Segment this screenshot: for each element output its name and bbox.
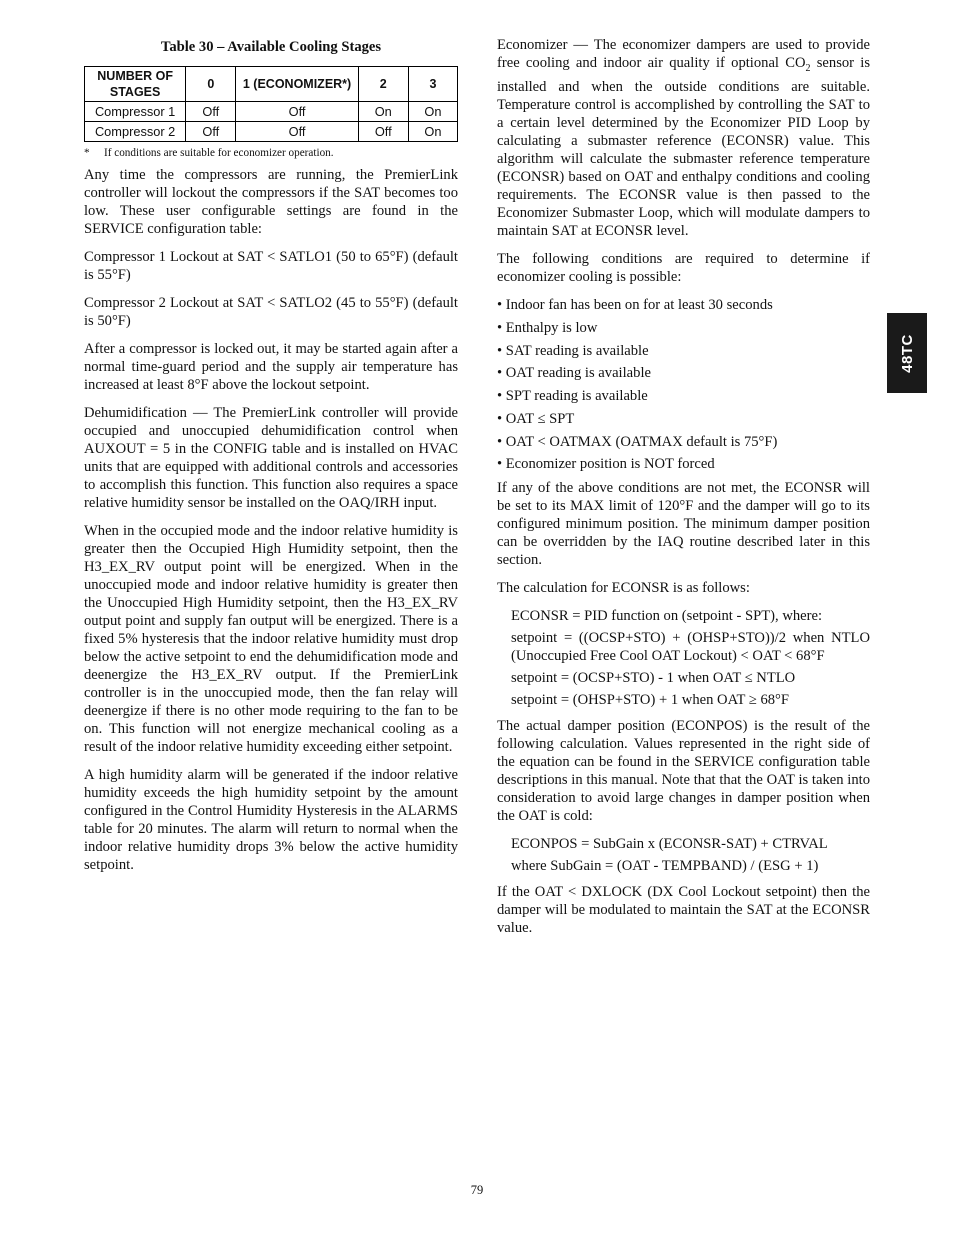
table-header-cell: 3 [408, 67, 457, 102]
formula-line: setpoint = (OCSP+STO) - 1 when OAT ≤ NTLO [511, 670, 796, 687]
paragraph: After a compressor is locked out, it may be started again after a normal time-guard period and the supply air temperature has increased at least 8°F above the lockout setpoint. [84, 341, 458, 393]
table-cell: Compressor 1 [85, 102, 186, 122]
formula-line: ECONPOS = SubGain x (ECONSR-SAT) + CTRVAL [511, 836, 828, 853]
table-footnote [84, 146, 458, 160]
paragraph: The following conditions are required to determine if economizer cooling is possible: [497, 250, 870, 285]
table-title: Table 30 – Available Cooling Stages [160, 39, 382, 55]
paragraph: Compressor 2 Lockout at SAT < SATLO2 (45 to 55°F) (default is 50°F) [84, 295, 458, 329]
page-number: 79 [470, 1183, 484, 1197]
footnote-text: If conditions are suitable for economizer operation. [104, 147, 334, 159]
paragraph: If the OAT < DXLOCK (DX Cool Lockout setpoint) then the damper will be modulated to maintain the SAT at the ECONSR value. [497, 884, 870, 937]
paragraph: A high humidity alarm will be generated if the indoor relative humidity exceeds the high humidity setpoint by the amount configured in the Control Humidity Hysteresis in the ALARMS table for 20 minutes. The alarm will return to normal when the indoor relative humidity drops 3% below the active humidity setpoint. [84, 767, 458, 873]
side-tab-label: 48TC [898, 333, 916, 373]
right-column [497, 36, 870, 947]
table-header-cell: 2 [358, 67, 408, 102]
list-item: • Economizer position is NOT forced [497, 456, 715, 473]
table-header-cell: 0 [186, 67, 236, 102]
subscript: 2 [805, 62, 811, 74]
table-cell: Off [236, 102, 358, 122]
formula-line: ECONSR = PID function on (setpoint - SPT), where: [511, 608, 823, 625]
paragraph: If any of the above conditions are not met, the ECONSR will be set to its MAX limit of 120°F and the damper will go to its configured minimum position. The minimum damper position can be overridden by the IAQ routine described later in this section. [497, 480, 870, 569]
table-cell: Compressor 2 [85, 122, 186, 142]
list-item: • Indoor fan has been on for at least 30 seconds [497, 296, 773, 313]
footnote-mark: * [84, 147, 90, 159]
list-item: • Enthalpy is low [497, 319, 598, 336]
table-cell: On [358, 102, 408, 122]
paragraph: The actual damper position (ECONPOS) is the result of the following calculation. Values represented in the right side of the equation can be found in the SERVICE configuration table descriptions in this manual. Note that that the OAT is taken into consideration to avoid large changes in damper position when the OAT is cold: [497, 718, 870, 825]
table-cell: Off [358, 122, 408, 142]
list-item: • SAT reading is available [497, 342, 649, 359]
section-side-tab [887, 313, 927, 393]
table-cell: On [408, 102, 457, 122]
paragraph: Dehumidification — The PremierLink controller will provide occupied and unoccupied dehumidification control when AUXOUT = 5 in the CONFIG table and is installed on HVAC units that are equipped with additional controls and accessories to accomplish this function. This function also requires a space relative humidity sensor be installed on the OAQ/IRH input. [84, 405, 458, 511]
text-span: Economizer — The economizer dampers are used to provide free cooling and indoor air quality if optional CO [497, 37, 870, 71]
econsr-formulas [511, 607, 870, 709]
table-cell: Off [186, 102, 236, 122]
conditions-list [497, 296, 870, 474]
cooling-stages-table [84, 66, 458, 142]
text-span: sensor is installed and when the outside conditions are suitable. Temperature control is accomplished by controlling the SAT to a certain level determined by the Economizer PID Loop by calculating a submaster reference (ECONSR) value. This algorithm will calculate the submaster reference temperature (ECONSR) based on OAT and enthalpy conditions and cooling requirements. The ECONSR value is then passed to the Economizer Submaster Loop, which will modulate dampers to maintain SAT at ECONSR level. [497, 55, 871, 239]
list-item: • SPT reading is available [497, 388, 648, 405]
list-item: • OAT < OATMAX (OATMAX default is 75°F) [497, 433, 778, 450]
list-item: • OAT ≤ SPT [497, 410, 575, 427]
table-row [85, 122, 458, 142]
paragraph: When in the occupied mode and the indoor relative humidity is greater then the Occupied High Humidity setpoint, then the H3_EX_RV output point will be energized. When in the unoccupied mode and indoor relative humidity is greater then the Unoccupied High Humidity setpoint, then the H3_EX_RV output point and supply fan output will be energized. There is a fixed 5% hysteresis that the indoor relative humidity must drop below the active setpoint to end the dehumidification mode and deenergize the H3_EX_RV output. If the PremierLink controller is in the unoccupied mode, then the fan relay will deenergize if there is no other mode requiring to the fan to be on. This function will not energize mechanical cooling as a result of the indoor relative humidity exceeding either setpoint. [84, 523, 458, 755]
table-header-cell: 1 (ECONOMIZER*) [236, 67, 358, 102]
table-cell: Off [236, 122, 358, 142]
formula-line: where SubGain = (OAT - TEMPBAND) / (ESG + 1) [511, 858, 819, 875]
paragraph: Any time the compressors are running, the PremierLink controller will lockout the compressors if the SAT becomes too low. These user configurable settings are found in the SERVICE configuration table: [84, 167, 458, 237]
left-column [84, 36, 458, 884]
table-row [85, 102, 458, 122]
table-header-cell: NUMBER OF STAGES [85, 67, 186, 102]
paragraph: The calculation for ECONSR is as follows: [497, 580, 750, 597]
econpos-formulas [511, 835, 870, 875]
paragraph-economizer [497, 36, 870, 240]
list-item: • OAT reading is available [497, 365, 651, 382]
table-header-row [85, 67, 458, 102]
table-cell: Off [186, 122, 236, 142]
formula-line: setpoint = ((OCSP+STO) + (OHSP+STO))/2 when NTLO (Unoccupied Free Cool OAT Lockout) < OAT < 68°F [511, 630, 870, 665]
table-cell: On [408, 122, 457, 142]
paragraph: Compressor 1 Lockout at SAT < SATLO1 (50 to 65°F) (default is 55°F) [84, 249, 458, 283]
formula-line: setpoint = (OHSP+STO) + 1 when OAT ≥ 68°F [511, 692, 790, 709]
